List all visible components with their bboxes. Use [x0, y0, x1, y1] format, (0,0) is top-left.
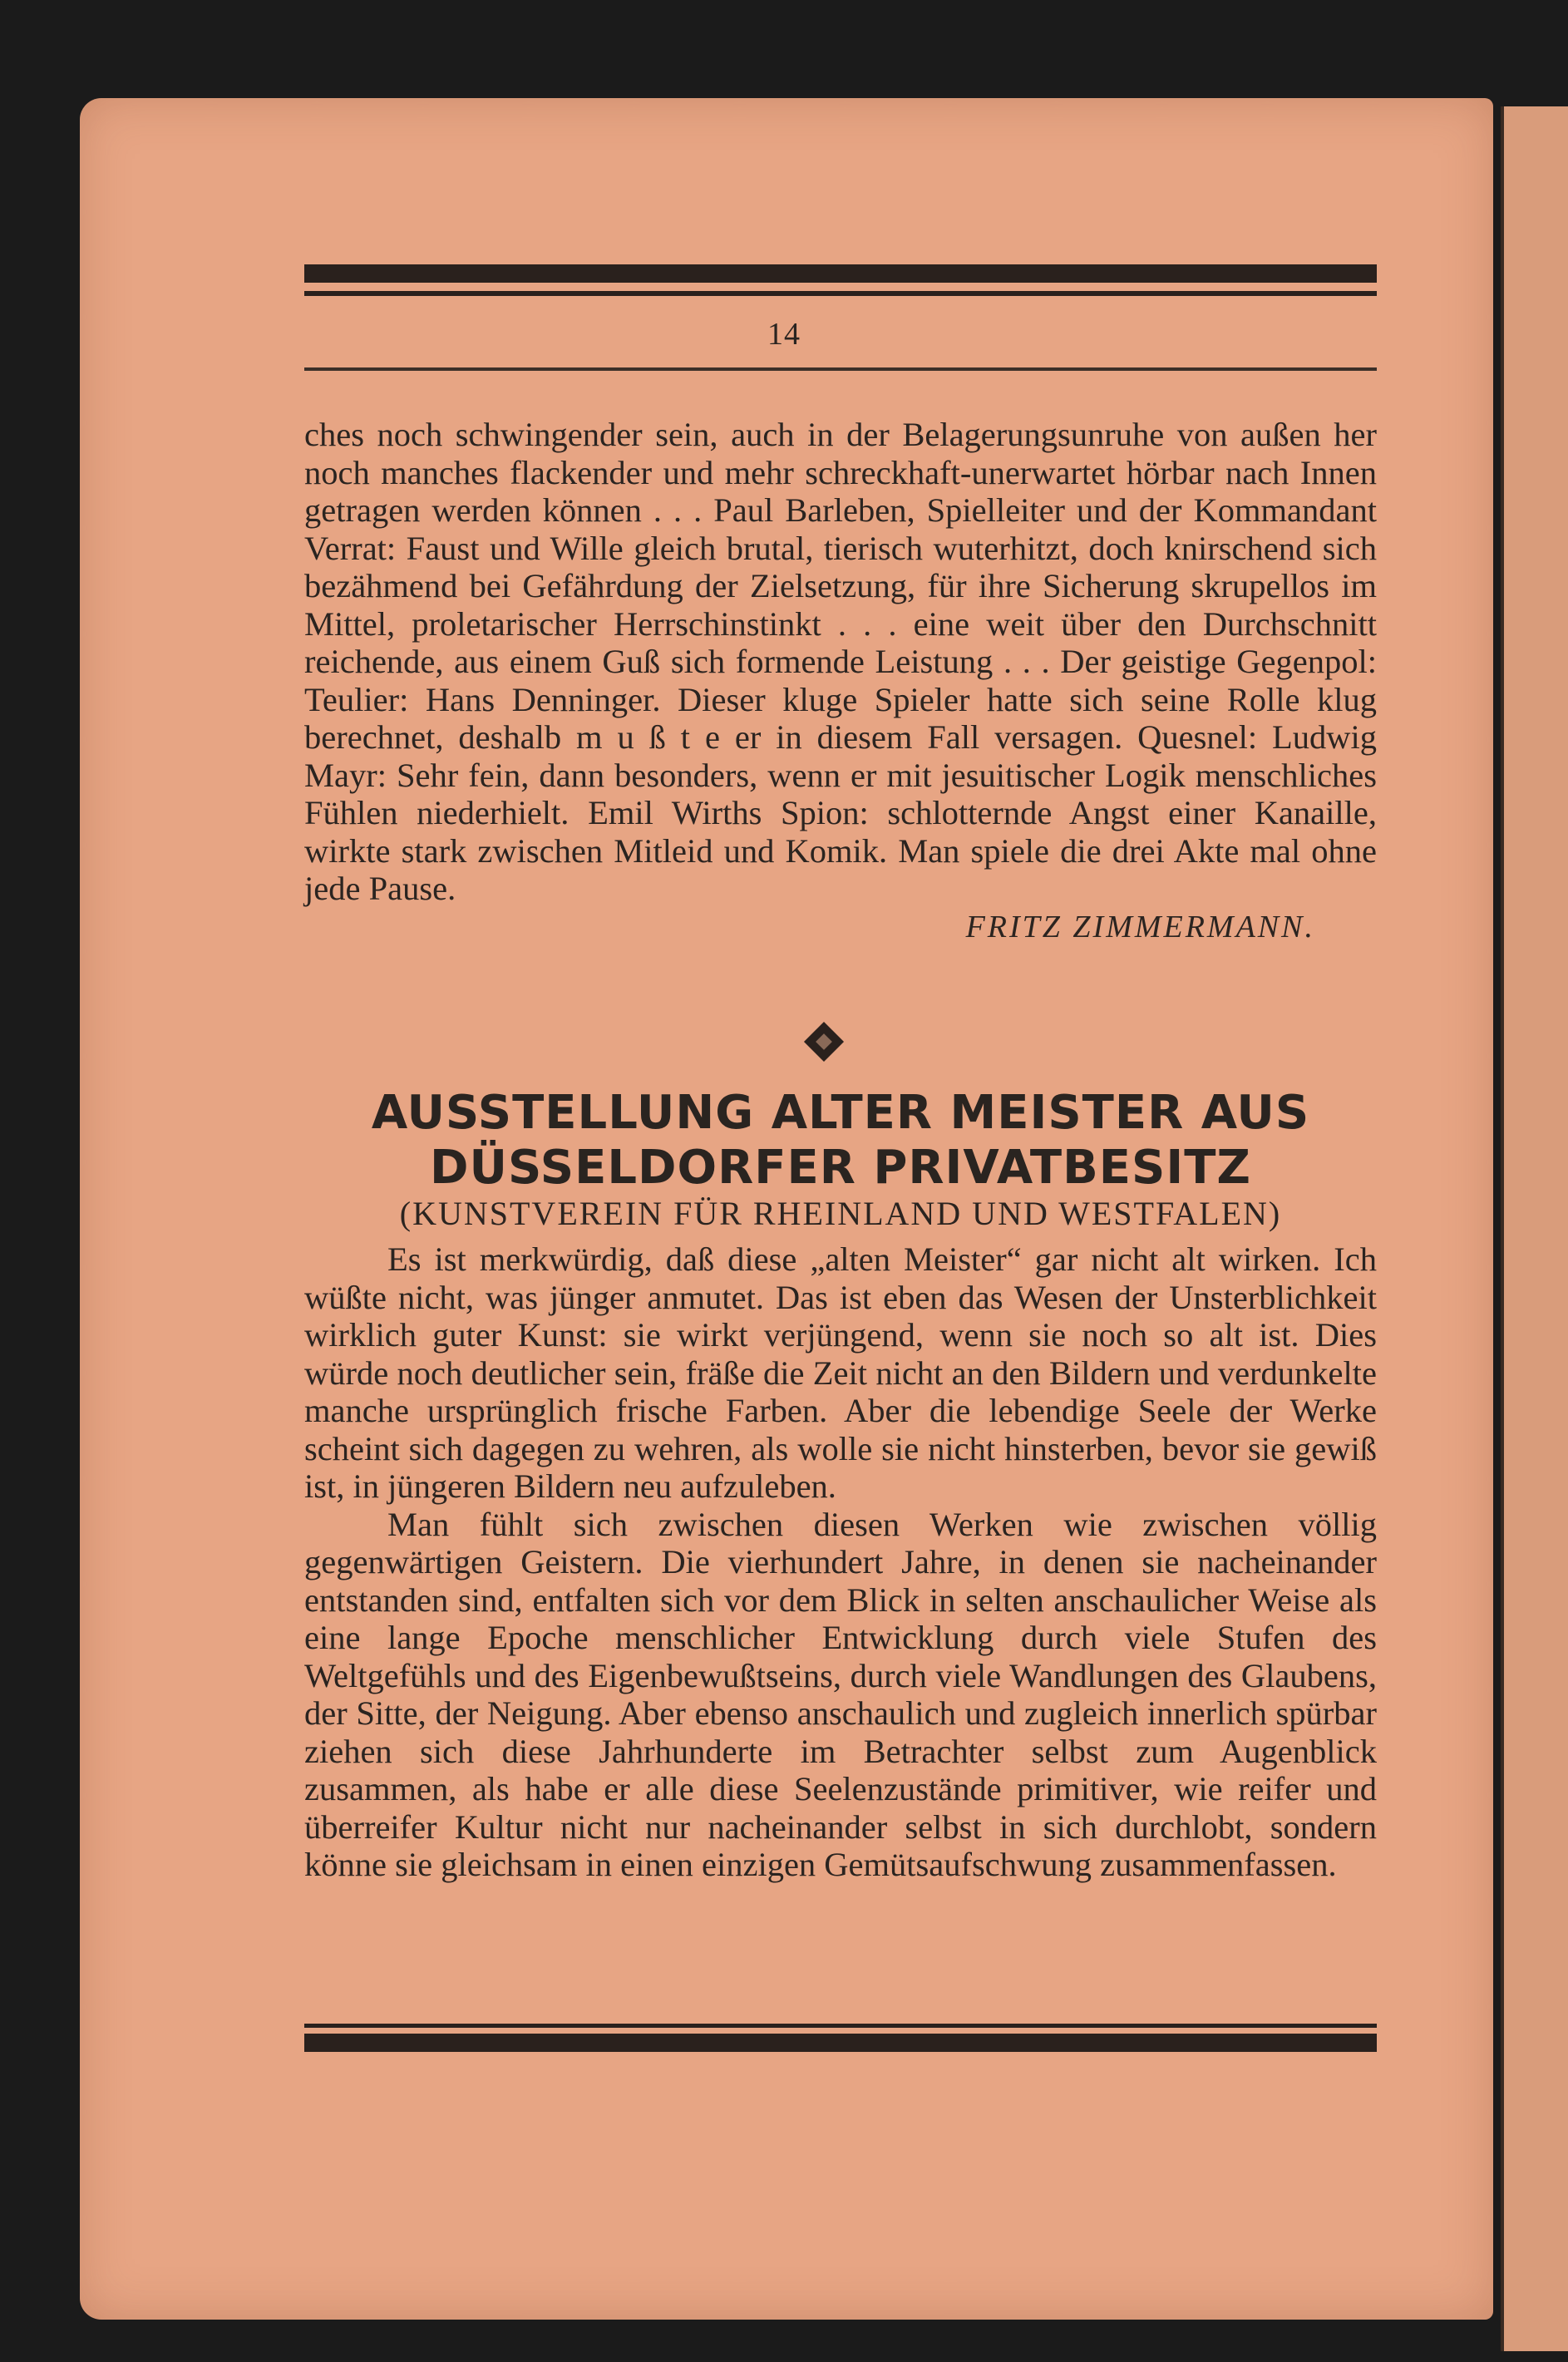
- article-headline-line1: AUSSTELLUNG ALTER MEISTER AUS: [371, 1086, 1310, 1140]
- page-number: 14: [767, 317, 801, 352]
- bottom-rule-thin: [304, 2024, 1377, 2028]
- article-subheadline: (KUNSTVEREIN FÜR RHEINLAND UND WESTFALEN): [399, 1195, 1282, 1232]
- article-body: [304, 1240, 1377, 1884]
- article-headline-line2: DÜSSELDORFER PRIVATBESITZ: [429, 1141, 1252, 1195]
- top-rule-thick: [304, 264, 1377, 283]
- review-section: [304, 416, 1377, 946]
- article-paragraph-1: Es ist merkwürdig, daß diese „alten Meister“ gar nicht alt wirken. Ich wüßte nicht, was jünger anmutet. Das ist eben das Wesen der Unsterblichkeit wirklich guter Kunst: sie wirkt verjüngend, wenn sie noch so alt ist. Dies würde noch deutlicher sein, fräße die Zeit nicht an den Bildern und verdunkelte manche ursprünglich frische Farben. Aber die lebendige Seele der Werke scheint sich dagegen zu wehren, als wolle sie nicht hinsterben, bevor sie gewiß ist, in jüngeren Bildern neu aufzuleben.: [304, 1240, 1377, 1505]
- header-rule: [304, 367, 1377, 371]
- top-rule-thin: [304, 291, 1377, 296]
- review-signature: FRITZ ZIMMERMANN.: [965, 909, 1315, 944]
- article-paragraph-2: Man fühlt sich zwischen diesen Werken wie zwischen völlig gegenwärtigen Geistern. Die vierhundert Jahre, in denen sie nacheinander entstanden sind, entfalten sich vor dem Blick in selten anschaulicher Weise als eine lange Epoche menschlicher Entwicklung durch viele Stufen des Weltgefühls und des Eigenbewußtseins, durch viele Wandlungen des Glaubens, der Sitte, der Neigung. Aber ebenso anschaulich und zugleich innerlich spürbar ziehen sich diese Jahrhunderte im Betrachter selbst zum Augenblick zusammen, als habe er alle diese Seelenzustände primitiver, wie reifer und überreifer Kultur nicht nur nacheinander selbst in sich durchlobt, sondern könne sie gleichsam in einen einzigen Gemütsaufschwung zusammenfassen.: [304, 1505, 1377, 1883]
- review-paragraph: ches noch schwingender sein, auch in der Belagerungsunruhe von außen her noch manches flackender und mehr schreckhaft-unerwartet hörbar nach Innen getragen werden können . . . Paul Barleben, Spielleiter und der Kommandant Verrat: Faust und Wille gleich brutal, tierisch wuterhitzt, doch knirschend sich bezähmend bei Gefährdung der Zielsetzung, für ihre Sicherung skrupellos im Mittel, proletarischer Herrschinstinkt . . . eine weit über den Durchschnitt reichende, aus einem Guß sich formende Leistung . . . Der geistige Gegenpol: Teulier: Hans Denninger. Dieser kluge Spieler hatte sich seine Rolle klug berechnet, deshalb m u ß t e er in diesem Fall versagen. Quesnel: Ludwig Mayr: Sehr fein, dann besonders, wenn er mit jesuitischer Logik menschliches Fühlen niederhielt. Emil Wirths Spion: schlotternde Angst einer Kanaille, wirkte stark zwischen Mitleid und Komik. Man spiele die drei Akte mal ohne jede Pause.: [304, 416, 1377, 907]
- adjacent-page-edge: [1501, 106, 1568, 2351]
- bottom-rule-thick: [304, 2034, 1377, 2052]
